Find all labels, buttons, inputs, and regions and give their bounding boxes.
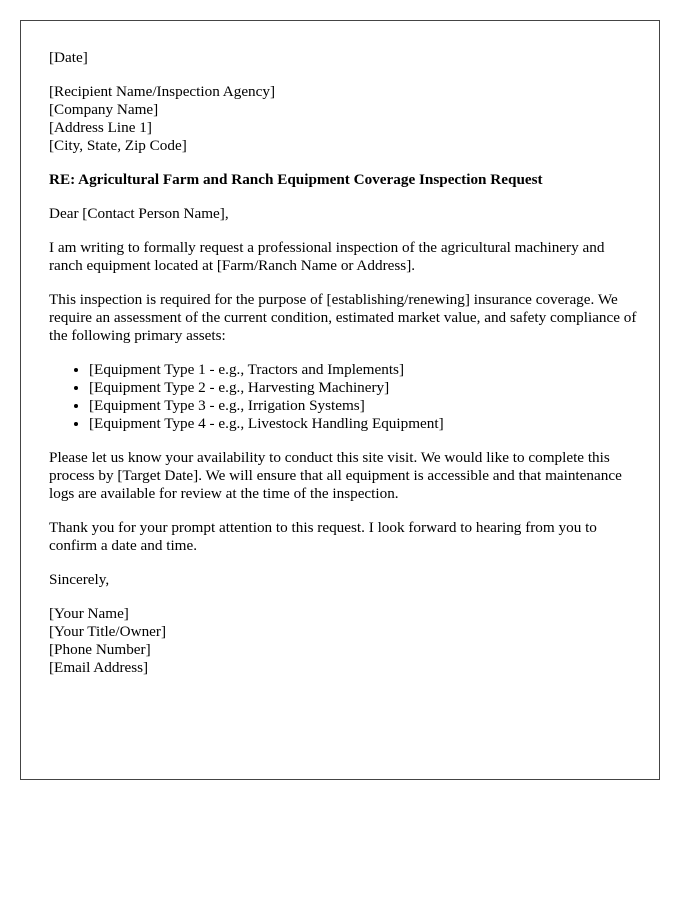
equipment-list-item: • [Equipment Type 3 - e.g., Irrigation Systems] [89, 397, 639, 415]
signature-email: [Email Address] [49, 659, 149, 676]
closing-paragraph: Please let us know your availability to conduct this site visit. We would like to complete this process by [Target Date]. We will ensure that all equipment is accessible and that maintenance logs are available for review at the time of the inspection. [49, 449, 622, 502]
equipment-list-item: • [Equipment Type 4 - e.g., Livestock Handling Equipment] [89, 415, 639, 433]
letter-body [49, 49, 639, 693]
recipient-city-state-zip: [City, State, Zip Code] [49, 137, 187, 154]
body-paragraph: This inspection is required for the purpose of [establishing/renewing] insurance coverage. We require an assessment of the current condition, estimated market value, and safety compliance of the following primary assets: [49, 291, 637, 344]
letter-page [20, 20, 660, 780]
signature-name: [Your Name] [49, 605, 129, 622]
body-paragraph: I am writing to formally request a professional inspection of the agricultural machinery and ranch equipment located at [Farm/Ranch Name or Address]. [49, 239, 605, 274]
signature-block [49, 605, 639, 677]
recipient-name: [Recipient Name/Inspection Agency] [49, 83, 276, 100]
letter-date: [Date] [49, 49, 88, 66]
letter-subject: RE: Agricultural Farm and Ranch Equipment Coverage Inspection Request [49, 171, 543, 188]
closing-paragraph: Thank you for your prompt attention to this request. I look forward to hearing from you to confirm a date and time. [49, 519, 597, 554]
sign-off: Sincerely, [49, 571, 110, 588]
equipment-list-item: • [Equipment Type 2 - e.g., Harvesting Machinery] [89, 379, 639, 397]
recipient-address-block [49, 83, 639, 155]
signature-title: [Your Title/Owner] [49, 623, 167, 640]
equipment-list-item: • [Equipment Type 1 - e.g., Tractors and Implements] [89, 361, 639, 379]
recipient-address-line1: [Address Line 1] [49, 119, 152, 136]
recipient-company: [Company Name] [49, 101, 159, 118]
equipment-list [49, 361, 639, 433]
salutation: Dear [Contact Person Name], [49, 205, 229, 222]
signature-phone: [Phone Number] [49, 641, 151, 658]
